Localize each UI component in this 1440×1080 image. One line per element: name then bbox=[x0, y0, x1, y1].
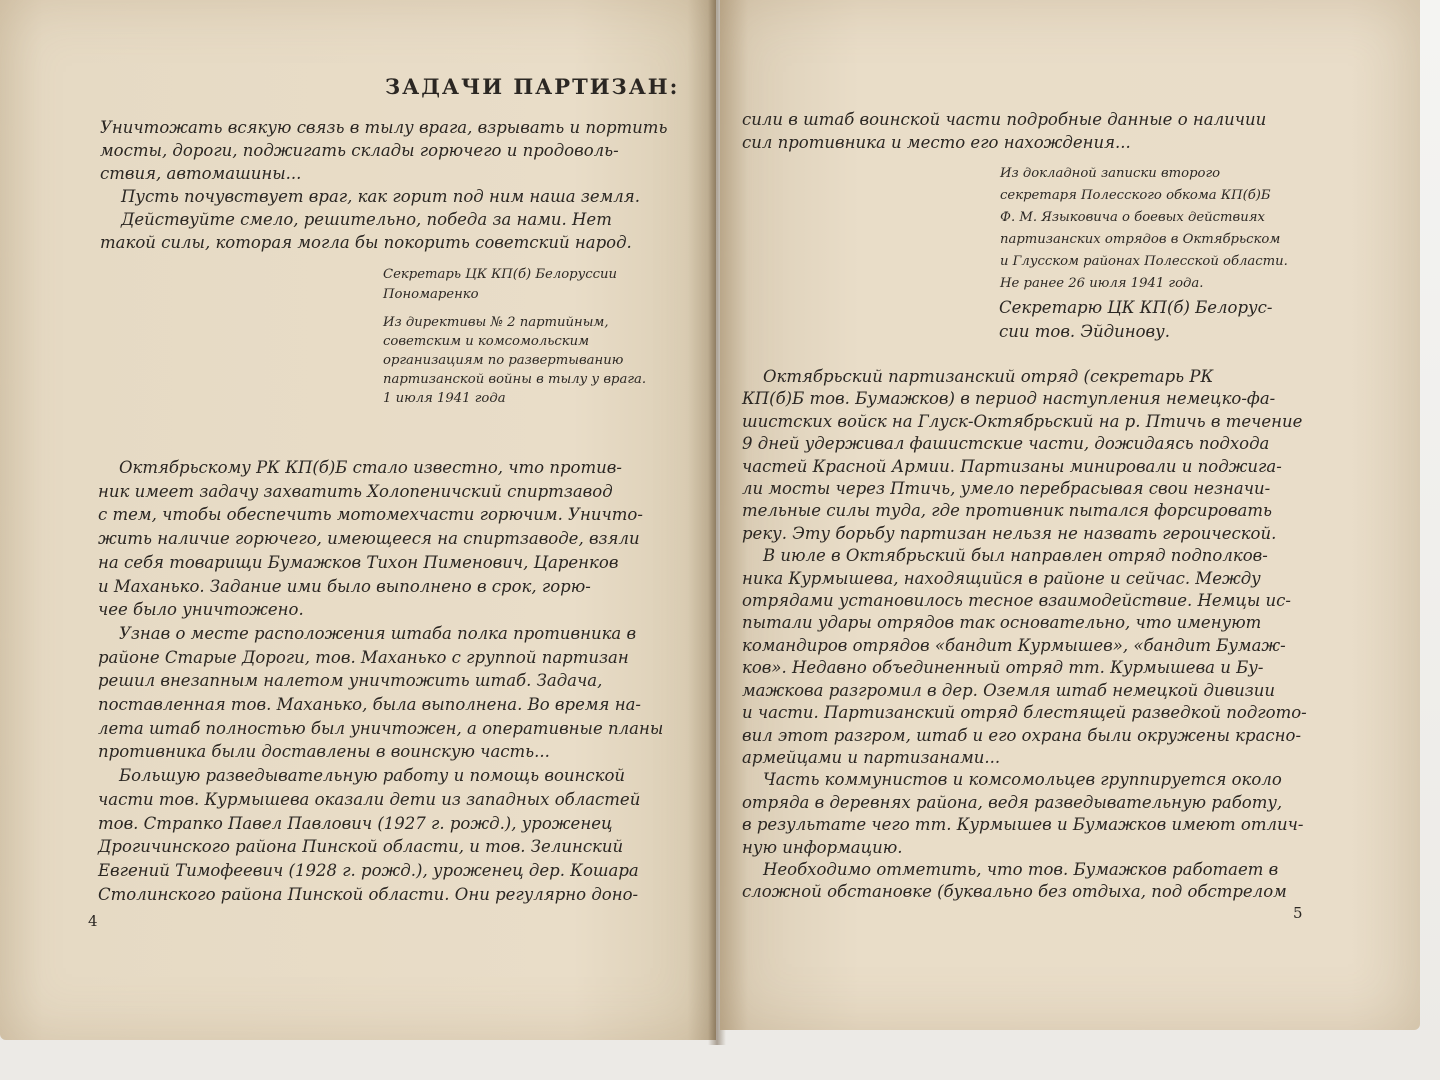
text-line: поставленная тов. Маханько, была выполнена. Во время на- bbox=[98, 695, 641, 715]
text-line: 1 июля 1941 года bbox=[383, 391, 506, 406]
text-line: Дрогичинского района Пинской области, и тов. Зелинский bbox=[98, 837, 624, 857]
signature bbox=[383, 265, 617, 305]
text-line: шистских войск на Глуск-Октябрьский на р. Птичь в течение bbox=[742, 411, 1303, 431]
text-line: ную информацию. bbox=[742, 837, 903, 857]
text-line: сии тов. Эйдинову. bbox=[999, 322, 1170, 341]
text-line: армейцами и партизанами... bbox=[742, 747, 1001, 767]
text-line: командиров отрядов «бандит Курмышев», «бандит Бумаж- bbox=[742, 635, 1286, 655]
text-line: Из докладной записки второго bbox=[1000, 166, 1221, 181]
text-line: реку. Эту борьбу партизан нельзя не назвать героической. bbox=[742, 523, 1277, 543]
text-line: ника Курмышева, находящийся в районе и сейчас. Между bbox=[742, 568, 1261, 588]
text-line: и Маханько. Задание ими было выполнено в срок, горю- bbox=[98, 576, 591, 596]
text-line: Столинского района Пинской области. Они регулярно доно- bbox=[98, 884, 639, 904]
text-line: сил противника и место его нахождения... bbox=[742, 133, 1131, 152]
continued-text bbox=[742, 108, 1342, 154]
text-line: сложной обстановке (буквально без отдыха, под обстрелом bbox=[742, 882, 1287, 902]
text-line: Ф. М. Языковича о боевых действиях bbox=[1000, 210, 1265, 225]
text-line: Пономаренко bbox=[383, 287, 479, 302]
text-line: и части. Партизанский отряд блестящей разведкой подгото- bbox=[742, 703, 1307, 723]
body-text bbox=[742, 366, 1342, 904]
text-line: сили в штаб воинской части подробные данные о наличии bbox=[742, 110, 1267, 129]
text-line: жить наличие горючего, имеющееся на спиртзаводе, взяли bbox=[98, 529, 640, 549]
text-line: партизанских отрядов в Октябрьском bbox=[1000, 232, 1281, 247]
text-line: частей Красной Армии. Партизаны минировали и поджига- bbox=[742, 456, 1282, 476]
text-line: Узнав о месте расположения штаба полка противника в bbox=[98, 623, 637, 643]
text-line: чее было уничтожено. bbox=[98, 600, 304, 620]
text-line: Секретарю ЦК КП(б) Белорус- bbox=[999, 298, 1273, 317]
text-line: тов. Страпко Павел Павлович (1927 г. рожд.), уроженец bbox=[98, 813, 613, 833]
page-number: 4 bbox=[88, 912, 98, 930]
text-line: Из директивы № 2 партийным, bbox=[383, 315, 609, 330]
text-line: Октябрьскому РК КП(б)Б стало известно, что против- bbox=[98, 458, 622, 477]
text-line: Уничтожать всякую связь в тылу врага, взрывать и портить bbox=[100, 118, 668, 137]
text-line: ли мосты через Птичь, умело перебрасывая свои незначи- bbox=[742, 479, 1271, 499]
text-line: Октябрьский партизанский отряд (секретарь РК bbox=[742, 367, 1214, 386]
page-number: 5 bbox=[1293, 904, 1303, 922]
report-source bbox=[1000, 163, 1288, 295]
text-line: мажкова разгромил в дер. Оземля штаб немецкой дивизии bbox=[742, 680, 1276, 700]
text-line: отрядами установилось тесное взаимодействие. Немцы ис- bbox=[742, 591, 1291, 611]
text-line: Действуйте смело, решительно, победа за нами. Нет bbox=[100, 210, 612, 229]
text-line: тельные силы туда, где противник пытался форсировать bbox=[742, 501, 1272, 521]
right-page bbox=[720, 0, 1420, 1030]
text-line: с тем, чтобы обеспечить мотомехчасти горючим. Уничто- bbox=[98, 505, 643, 525]
text-line: решил внезапным налетом уничтожить штаб. Задача, bbox=[98, 671, 603, 691]
text-line: Большую разведывательную работу и помощь воинской bbox=[98, 766, 626, 786]
page-heading: ЗАДАЧИ ПАРТИЗАН: bbox=[385, 74, 680, 99]
text-line: в результате чего тт. Курмышев и Бумажков имеют отлич- bbox=[742, 815, 1304, 835]
directive-text bbox=[100, 116, 692, 254]
text-line: КП(б)Б тов. Бумажков) в период наступления немецко-фа- bbox=[742, 389, 1276, 409]
text-line: на себя товарищи Бумажков Тихон Пименович, Царенков bbox=[98, 552, 619, 572]
text-line: противника были доставлены в воинскую часть... bbox=[98, 742, 550, 762]
text-line: Пусть почувствует враг, как горит под ним наша земля. bbox=[100, 187, 640, 206]
text-line: ков». Недавно объединенный отряд тт. Курмышева и Бу- bbox=[742, 658, 1264, 678]
text-line: секретаря Полесского обкома КП(б)Б bbox=[1000, 188, 1271, 203]
text-line: районе Старые Дороги, тов. Маханько с группой партизан bbox=[98, 647, 629, 667]
text-line: пытали удары отрядов так основательно, что именуют bbox=[742, 613, 1262, 633]
text-line: ствия, автомашины... bbox=[100, 164, 302, 183]
text-line: Не ранее 26 июля 1941 года. bbox=[1000, 276, 1204, 291]
text-line: советским и комсомольским bbox=[383, 334, 590, 349]
text-line: отряда в деревнях района, ведя разведывательную работу, bbox=[742, 792, 1283, 812]
text-line: Необходимо отметить, что тов. Бумажков работает в bbox=[742, 859, 1279, 879]
text-line: вил этот разгром, штаб и его охрана были окружены красно- bbox=[742, 725, 1302, 745]
text-line: ник имеет задачу захватить Холопеничский спиртзавод bbox=[98, 481, 613, 501]
body-text bbox=[98, 456, 694, 906]
text-line: и Глусском районах Полесской области. bbox=[1000, 254, 1288, 269]
text-line: Секретарь ЦК КП(б) Белоруссии bbox=[383, 267, 618, 282]
text-line: организациям по развертыванию bbox=[383, 353, 624, 368]
text-line: партизанской войны в тылу у врага. bbox=[383, 372, 647, 387]
directive-source bbox=[383, 313, 646, 408]
text-line: Часть коммунистов и комсомольцев группируется около bbox=[742, 770, 1282, 790]
text-line: части тов. Курмышева оказали дети из западных областей bbox=[98, 789, 641, 809]
text-line: лета штаб полностью был уничтожен, а оперативные планы bbox=[98, 718, 664, 738]
text-line: В июле в Октябрьский был направлен отряд подполков- bbox=[742, 546, 1268, 566]
text-line: 9 дней удерживал фашистские части, дожидаясь подхода bbox=[742, 434, 1270, 454]
text-line: Евгений Тимофеевич (1928 г. рожд.), уроженец дер. Кошара bbox=[98, 860, 639, 880]
text-line: такой силы, которая могла бы покорить советский народ. bbox=[100, 233, 632, 252]
text-line: мосты, дороги, поджигать склады горючего и продоволь- bbox=[100, 141, 619, 160]
addressee bbox=[999, 296, 1272, 344]
left-page bbox=[0, 0, 716, 1040]
